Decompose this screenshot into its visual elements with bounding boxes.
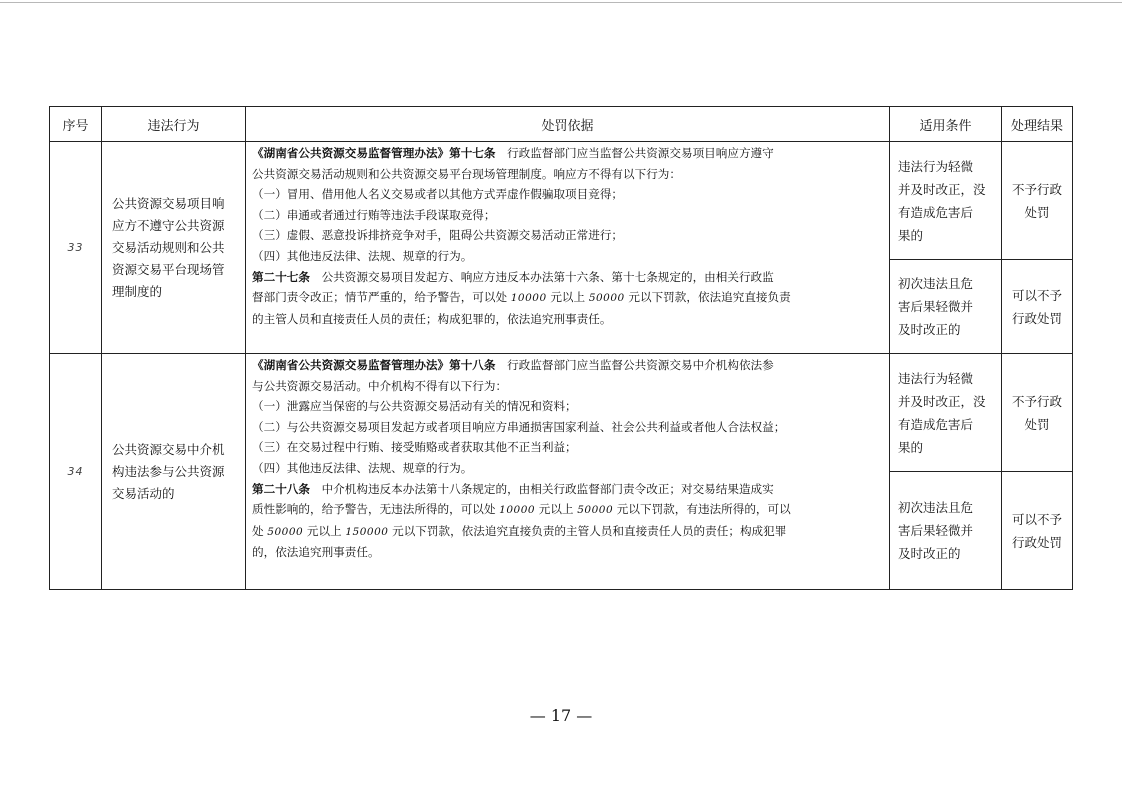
row-seq: 34 <box>50 354 102 590</box>
row-result: 可以不予 行政处罚 <box>1002 472 1073 590</box>
row-condition: 初次违法且危 害后果轻微并 及时改正的 <box>890 260 1002 354</box>
penalty-table <box>49 106 1073 590</box>
row-condition: 初次违法且危 害后果轻微并 及时改正的 <box>890 472 1002 590</box>
table-header-row <box>50 107 1073 142</box>
row-result: 不予行政 处罚 <box>1002 354 1073 472</box>
header-basis: 处罚依据 <box>246 107 890 142</box>
row-basis: 《湖南省公共资源交易监督管理办法》第十七条 行政监督部门应当监督公共资源交易项目响应方遵守 公共资源交易活动规则和公共资源交易平台现场管理制度。响应方不得有以下行为： （一）冒用、借用他人名义交易或者以其他方式弄虚作假骗取项目竞得； （二）串通或者通过行贿等违法手段谋取竞得； （三）虚假、恶意投诉排挤竞争对手，阻碍公共资源交易活动正常进行； （四）其他违反法律、法规、规章的行为。 第二十七条 公共资源交易项目发起方、响应方违反本办法第十六条、第十七条规定的，由相关行政监 督部门责令改正；情节严重的，给予警告，可以处 10000 元以上 50000 元以下罚款，依法追究直接负责 的主管人员和直接责任人员的责任；构成犯罪的，依法追究刑事责任。 <box>246 142 890 354</box>
top-rule <box>0 2 1122 3</box>
table-row <box>50 142 1073 260</box>
row-condition: 违法行为轻微 并及时改正，没 有造成危害后 果的 <box>890 142 1002 260</box>
row-result: 可以不予 行政处罚 <box>1002 260 1073 354</box>
row-result: 不予行政 处罚 <box>1002 142 1073 260</box>
row-act: 公共资源交易项目响 应方不遵守公共资源 交易活动规则和公共 资源交易平台现场管 理制度的 <box>102 142 246 354</box>
row-act: 公共资源交易中介机 构违法参与公共资源 交易活动的 <box>102 354 246 590</box>
header-seq: 序号 <box>50 107 102 142</box>
row-condition: 违法行为轻微 并及时改正，没 有造成危害后 果的 <box>890 354 1002 472</box>
header-act: 违法行为 <box>102 107 246 142</box>
page-number: — 17 — <box>529 706 593 725</box>
row-basis: 《湖南省公共资源交易监督管理办法》第十八条 行政监督部门应当监督公共资源交易中介机构依法参 与公共资源交易活动。中介机构不得有以下行为： （一）泄露应当保密的与公共资源交易活动有关的情况和资料； （二）与公共资源交易项目发起方或者项目响应方串通损害国家利益、社会公共利益或者他人合法权益； （三）在交易过程中行贿、接受贿赂或者获取其他不正当利益； （四）其他违反法律、法规、规章的行为。 第二十八条 中介机构违反本办法第十八条规定的，由相关行政监督部门责令改正；对交易结果造成实 质性影响的，给予警告，无违法所得的，可以处 10000 元以上 50000 元以下罚款，有违法所得的，可以 处 50000 元以上 150000 元以下罚款，依法追究直接负责的主管人员和直接责任人员的责任；构成犯罪 的，依法追究刑事责任。 <box>246 354 890 590</box>
table-row <box>50 354 1073 472</box>
row-seq: 33 <box>50 142 102 354</box>
header-condition: 适用条件 <box>890 107 1002 142</box>
header-result: 处理结果 <box>1002 107 1073 142</box>
